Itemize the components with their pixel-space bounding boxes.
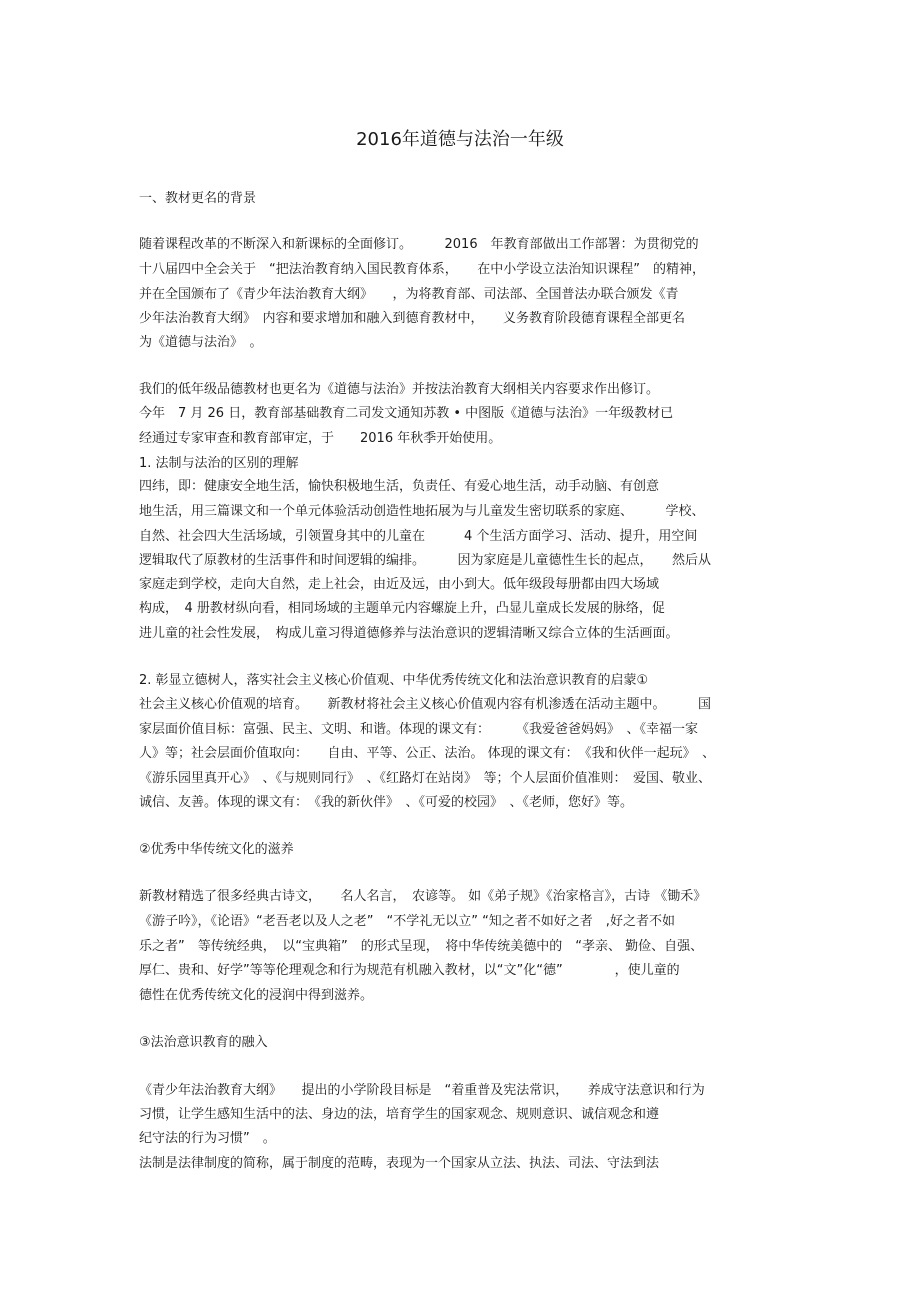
document-title: 2016年道德与法治一年级: [356, 129, 564, 150]
paragraph-line: 为《道德与法治》 。: [139, 335, 263, 350]
paragraph-line: 构成， 4 册教材纵向看，相同场域的主题单元内容螺旋上升，凸显儿童成长发展的脉络，促: [139, 601, 665, 616]
paragraph-line: 今年 7 月 26 日，教育部基础教育二司发文通知苏教 • 中图版《道德与法治》一年级教材已: [139, 406, 674, 421]
paragraph-line: 社会主义核心价值观的培育。 新教材将社会主义核心价值观内容有机渗透在活动主题中。 国: [139, 697, 712, 712]
paragraph-line: 四纬，即：健康安全地生活，愉快积极地生活，负责任、有爱心地生活，动手动脑、有创意: [139, 479, 660, 494]
paragraph-line: 经通过专家审查和教育部审定，于 2016 年秋季开始使用。: [139, 431, 502, 446]
subheading-core-values: 2. 彰显立德树人，落实社会主义核心价值观、中华优秀传统文化和法治意识教育的启蒙①: [139, 673, 649, 688]
paragraph-line: 厚仁、贵和、好学”等等伦理观念和行为规范有机融入教材，以“文”化“德” ，使儿童的: [139, 963, 680, 978]
paragraph-line: 《游乐园里真开心》 、《与规则同行》 、《红路灯在站岗》 等；个人层面价值准则： 爱国、敬业、: [139, 771, 712, 786]
paragraph-line: 家庭走到学校，走向大自然，走上社会，由近及远，由小到大。低年级段每册都由四大场域: [139, 577, 660, 592]
subheading-traditional-culture: ②优秀中华传统文化的滋养: [139, 842, 294, 857]
section-heading-background: 一、教材更名的背景: [139, 191, 257, 206]
paragraph-line: 人》等；社会层面价值取向： 自由、平等、公正、法治。 体现的课文有： 《我和伙伴一起玩》 、: [139, 746, 716, 761]
paragraph-line: 少年法治教育大纲》 内容和要求增加和融入到德育教材中， 义务教育阶段德育课程全部更名: [139, 311, 686, 326]
paragraph-line: 我们的低年级品德教材也更名为《道德与法治》并按法治教育大纲相关内容要求作出修订。: [139, 382, 660, 397]
paragraph-line: 十八届四中全会关于 “把法治教育纳入国民教育体系， 在中小学设立法治知识课程” 的精神，: [139, 262, 705, 277]
paragraph-line: 并在全国颁布了《青少年法治教育大纲》 ，为将教育部、司法部、全国普法办联合颁发《青: [139, 287, 679, 302]
paragraph-line: 新教材精选了很多经典古诗文， 名人名言， 农谚等。 如《弟子规》《治家格言》，古诗 《锄禾》: [139, 889, 707, 904]
paragraph-line: 随着课程改革的不断深入和新课标的全面修订。 2016 年教育部做出工作部署：为贯彻党的: [139, 237, 699, 252]
paragraph-line: 《游子吟》，《论语》“老吾老以及人之老” “不学礼无以立” “知之者不如好之者 ,好之者不如: [139, 914, 675, 929]
paragraph-line: 自然、社会四大生活场域，引领置身其中的儿童在 4 个生活方面学习、活动、提升，用空间: [139, 529, 698, 544]
paragraph-line: 德性在优秀传统文化的浸润中得到滋养。: [139, 988, 374, 1003]
paragraph-line: 诚信、友善。体现的课文有： 《我的新伙伴》 、《可爱的校园》 、《老师，您好》等。: [139, 795, 634, 810]
paragraph-line: 纪守法的行为习惯” 。: [139, 1131, 276, 1146]
paragraph-line: 习惯，让学生感知生活中的法、身边的法，培育学生的国家观念、规则意识、诚信观念和遵: [139, 1107, 660, 1122]
subheading-rule-of-law: 1. 法制与法治的区别的理解: [139, 456, 299, 471]
paragraph-line: 逻辑取代了原教材的生活事件和时间逻辑的编排。 因为家庭是儿童德性生长的起点， 然后从: [139, 553, 712, 568]
paragraph-line: 法制是法律制度的简称，属于制度的范畴，表现为一个国家从立法、执法、司法、守法到法: [139, 1156, 660, 1171]
paragraph-line: 家层面价值目标：富强、民主、文明、和谐。体现的课文有： 《我爱爸爸妈妈》 、《幸福一家: [139, 722, 699, 737]
paragraph-line: 进儿童的社会性发展， 构成儿童习得道德修养与法治意识的逻辑清晰又综合立体的生活画面。: [139, 626, 679, 641]
paragraph-line: 乐之者” 等传统经典， 以“宝典箱” 的形式呈现， 将中华传统美德中的 “孝亲、 勤俭、自强、: [139, 939, 704, 954]
paragraph-line: 《青少年法治教育大纲》 提出的小学阶段目标是 “着重普及宪法常识， 养成守法意识和行为: [139, 1083, 705, 1098]
paragraph-line: 地生活，用三篇课文和一个单元体验活动创造性地拓展为与儿童发生密切联系的家庭、 学校、: [139, 504, 705, 519]
subheading-legal-awareness: ③法治意识教育的融入: [139, 1035, 268, 1050]
